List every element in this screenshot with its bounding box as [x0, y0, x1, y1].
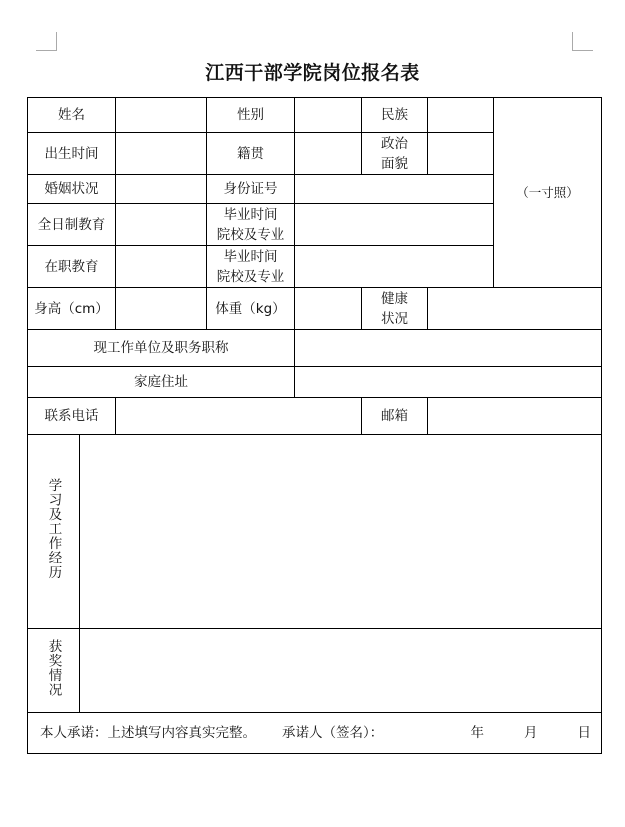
current-unit-label: 现工作单位及职务职称: [28, 330, 295, 367]
political-status-field[interactable]: [428, 133, 494, 175]
page-corner-mark-top-left: [36, 32, 57, 51]
fulltime-education-label: 全日制教育: [28, 204, 116, 246]
signature-date: [471, 723, 602, 743]
inservice-grad-school-field[interactable]: [295, 246, 494, 288]
inservice-education-field[interactable]: [116, 246, 207, 288]
health-label-line2: 状况: [381, 310, 408, 327]
inservice-school-major-label: 院校及专业: [216, 268, 285, 285]
commitment-row: [28, 713, 602, 754]
gender-label: 性别: [207, 98, 295, 133]
birth-date-label: 出生时间: [28, 133, 116, 175]
form-title: 江西干部学院岗位报名表: [205, 62, 420, 84]
name-field[interactable]: [116, 98, 207, 133]
id-number-field[interactable]: [295, 175, 494, 204]
fulltime-education-field[interactable]: [116, 204, 207, 246]
ethnicity-label: 民族: [362, 98, 428, 133]
political-status-label-line2: 面貌: [381, 155, 408, 172]
fulltime-school-major-label: 院校及专业: [216, 226, 285, 243]
study-work-field[interactable]: [80, 435, 602, 629]
id-number-label: 身份证号: [207, 175, 295, 204]
home-address-field[interactable]: [295, 367, 602, 398]
fulltime-grad-school-field[interactable]: [295, 204, 494, 246]
health-field[interactable]: [428, 288, 602, 330]
height-field[interactable]: [116, 288, 207, 330]
weight-field[interactable]: [295, 288, 362, 330]
fulltime-grad-time-label: 毕业时间: [223, 206, 278, 223]
study-work-label: [28, 435, 80, 629]
signer-label: 承诺人（签名）：: [282, 725, 384, 741]
native-place-label: 籍贯: [207, 133, 295, 175]
phone-label: 联系电话: [28, 398, 116, 435]
marital-status-field[interactable]: [116, 175, 207, 204]
current-unit-field[interactable]: [295, 330, 602, 367]
month-label: 月: [524, 725, 538, 741]
health-label: [362, 288, 428, 330]
ethnicity-field[interactable]: [428, 98, 494, 133]
political-status-label: [362, 133, 428, 175]
health-label-line1: 健康: [381, 290, 408, 307]
page-corner-mark-top-right: [572, 32, 593, 51]
native-place-field[interactable]: [295, 133, 362, 175]
photo-label: （一寸照）: [516, 184, 579, 200]
study-work-label-text: 学习及工作经历: [45, 477, 62, 580]
inservice-grad-school-label: [207, 246, 295, 288]
inservice-education-label: 在职教育: [28, 246, 116, 288]
marital-status-label: 婚姻状况: [28, 175, 116, 204]
birth-date-field[interactable]: [116, 133, 207, 175]
political-status-label-line1: 政治: [381, 135, 408, 152]
commitment-statement: 本人承诺：上述填写内容真实完整。: [40, 725, 256, 741]
photo-area[interactable]: [494, 98, 602, 288]
awards-label-text: 获奖情况: [45, 638, 62, 697]
home-address-label: 家庭住址: [28, 367, 295, 398]
year-label: 年: [470, 725, 484, 741]
inservice-grad-time-label: 毕业时间: [223, 248, 278, 265]
day-label: 日: [577, 725, 591, 741]
height-label: 身高（cm）: [28, 288, 116, 330]
email-field[interactable]: [428, 398, 602, 435]
weight-label: 体重（kg）: [207, 288, 295, 330]
registration-form-table: [27, 97, 602, 754]
fulltime-grad-school-label: [207, 204, 295, 246]
gender-field[interactable]: [295, 98, 362, 133]
phone-field[interactable]: [116, 398, 362, 435]
email-label: 邮箱: [362, 398, 428, 435]
awards-label: [28, 629, 80, 713]
name-label: 姓名: [28, 98, 116, 133]
awards-field[interactable]: [80, 629, 602, 713]
